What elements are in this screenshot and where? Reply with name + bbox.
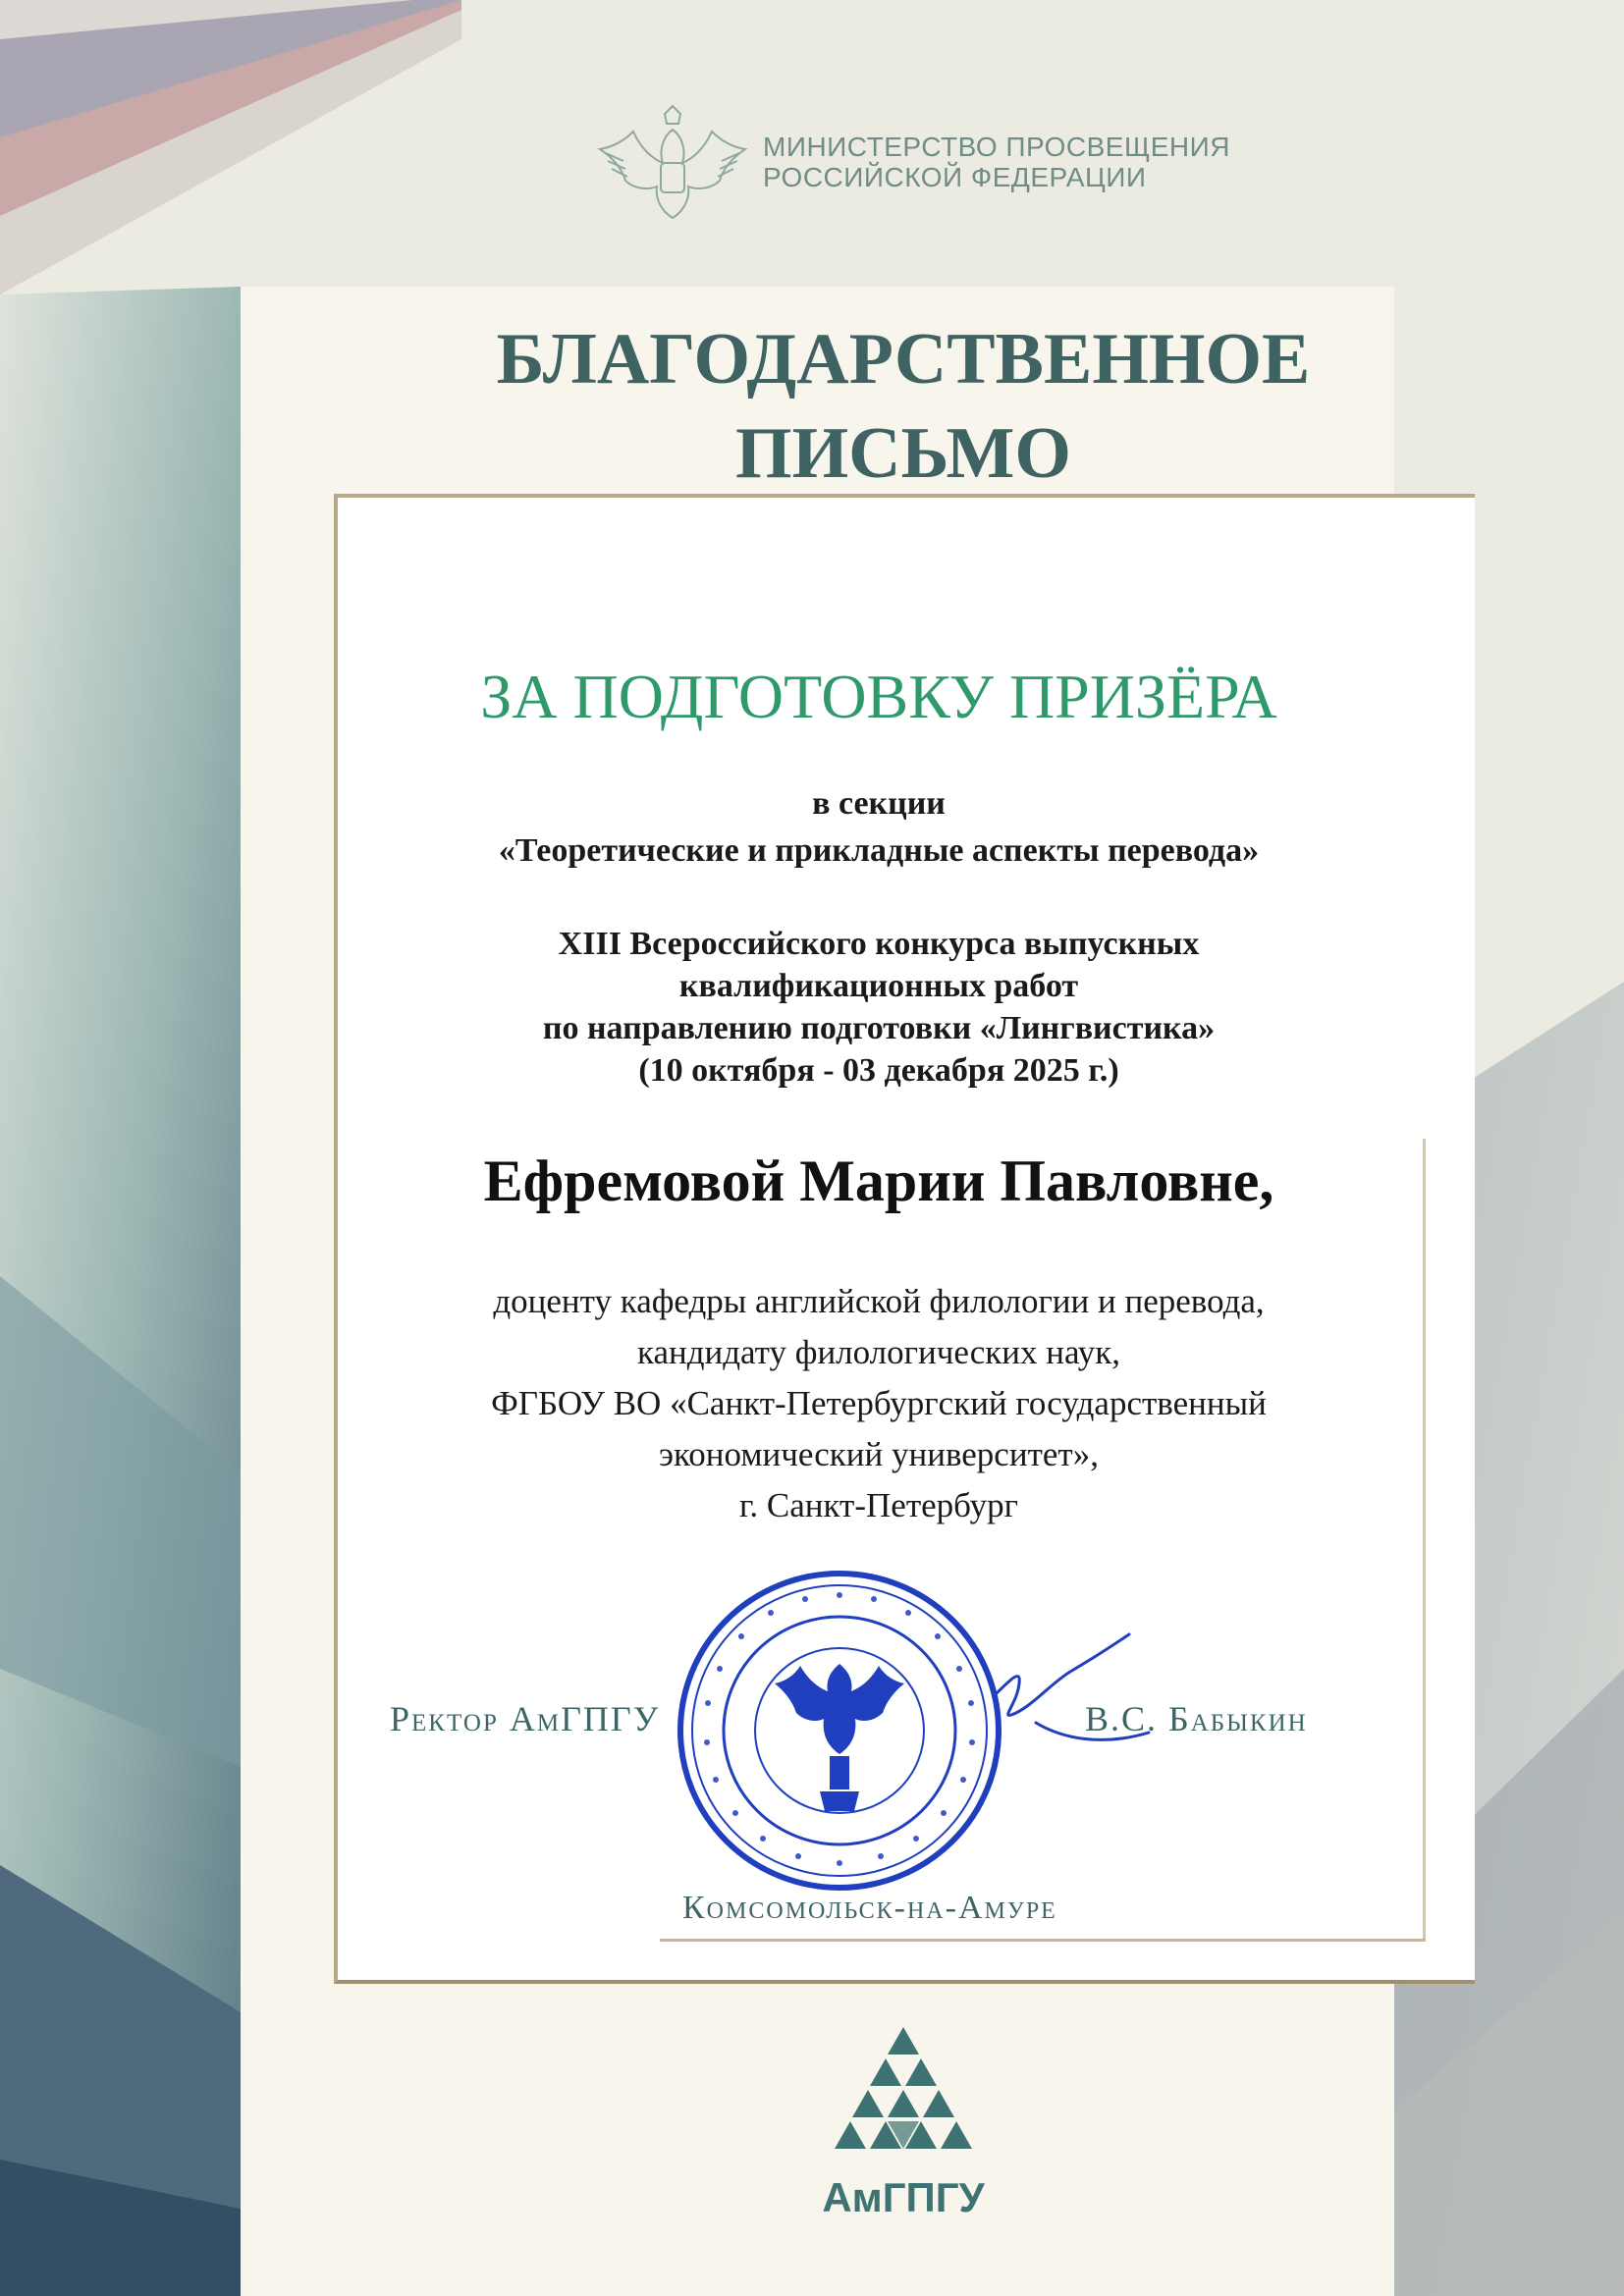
page-title	[241, 312, 1566, 501]
frame-edge	[1423, 1139, 1426, 1942]
position-line4: экономический университет»,	[659, 1435, 1099, 1473]
recipient-name: Ефремовой Марии Павловне,	[483, 1148, 1274, 1213]
university-name: АмГПГУ	[822, 2174, 985, 2220]
ministry-name-line2: РОССИЙСКОЙ ФЕДЕРАЦИИ	[763, 162, 1147, 192]
contest-line1: XIII Всероссийского конкурса выпускных	[558, 926, 1200, 962]
triangle-mosaic-logo-icon	[830, 2027, 977, 2164]
ministry-header	[594, 102, 1281, 230]
position-line3: ФГБОУ ВО «Санкт-Петербургский государственный	[491, 1384, 1267, 1422]
section-block	[339, 780, 1419, 875]
position-line1: доценту кафедры английской филологии и перевода,	[493, 1282, 1265, 1320]
position-line5: г. Санкт-Петербург	[739, 1486, 1018, 1524]
contest-block	[339, 923, 1419, 1092]
award-subtitle: ЗА ПОДГОТОВКУ ПРИЗЁРА	[480, 662, 1277, 731]
title-line1: БЛАГОДАРСТВЕННОЕ	[496, 319, 1311, 400]
double-headed-eagle-icon	[594, 102, 751, 230]
ministry-name-line1: МИНИСТЕРСТВО ПРОСВЕЩЕНИЯ	[763, 132, 1230, 162]
frame-edge	[660, 1939, 1426, 1942]
contest-line3: по направлению подготовки «Лингвистика»	[542, 1010, 1216, 1046]
city-name: Комсомольск-на-Амуре	[682, 1890, 1057, 1926]
official-seal-stamp	[673, 1566, 1006, 1895]
section-line1: в секции	[812, 785, 946, 822]
ministry-name	[763, 132, 1230, 192]
title-line2: ПИСЬМО	[735, 413, 1071, 494]
signatory-role: Ректор АмГПГУ	[390, 1699, 661, 1738]
signatory-name: В.С. Бабыкин	[1085, 1699, 1308, 1738]
position-line2: кандидату филологических наук,	[636, 1333, 1121, 1371]
contest-line2: квалификационных работ	[678, 968, 1079, 1004]
recipient-position	[339, 1276, 1419, 1531]
contest-dates: (10 октября - 03 декабря 2025 г.)	[638, 1052, 1119, 1089]
section-line2: «Теоретические и прикладные аспекты перевода»	[498, 832, 1260, 869]
